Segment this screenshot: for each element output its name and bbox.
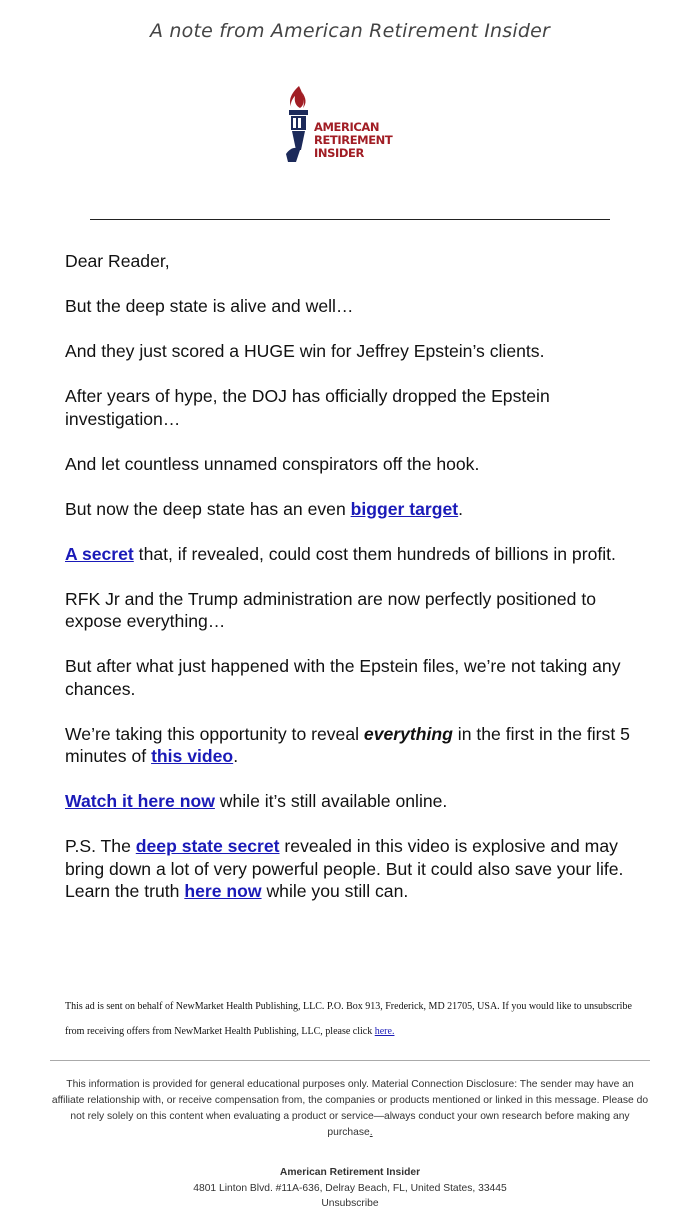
watch-it-here-now-link[interactable]: Watch it here now: [65, 791, 215, 811]
paragraph-8: But after what just happened with the Epstein files, we’re not taking any chances.: [65, 656, 621, 699]
postscript-intro: P.S. The: [65, 836, 136, 856]
greeting: Dear Reader,: [65, 251, 170, 271]
torch-icon: [282, 84, 314, 166]
paragraph-7: RFK Jr and the Trump administration are now perfectly positioned to expose everything…: [65, 588, 596, 631]
paragraph-9-middle: in the first in the first 5 minutes of: [65, 723, 630, 766]
disclaimer-text: This information is provided for general educational purposes only. Material Connection Disclosure: The sender may have an affiliate relationship with, or receive compensation from, the companies or products mentioned or linked in this message. Please do not rely solely on this content when evaluating a product or service—always conduct your own research before making any purchase: [51, 1079, 649, 1138]
paragraph-2: And they just scored a HUGE win for Jeffrey Epstein’s clients.: [65, 341, 545, 361]
emphasis-everything: everything: [363, 723, 453, 744]
paragraph-9-text: We’re taking this opportunity to reveal: [65, 723, 364, 744]
disclaimer: [50, 1077, 650, 1141]
ad-notice: [65, 994, 645, 1044]
header-note: A note from American Retirement Insider: [149, 20, 551, 42]
unsubscribe-link[interactable]: Unsubscribe: [321, 1198, 379, 1209]
logo-line-1: AMERICAN: [314, 120, 380, 134]
logo-line-2: RETIREMENT INSIDER: [314, 133, 393, 160]
paragraph-10: [65, 790, 645, 813]
unsubscribe-here-link[interactable]: here.: [374, 1026, 395, 1037]
paragraph-5-end: .: [458, 498, 464, 519]
brand-logo[interactable]: [282, 84, 422, 166]
paragraph-10-text: while it’s still available online.: [214, 791, 448, 811]
deep-state-secret-link[interactable]: deep state secret: [135, 836, 280, 856]
paragraph-5-text: But now the deep state has an even: [65, 498, 351, 519]
disclaimer-link[interactable]: .: [369, 1127, 373, 1138]
bigger-target-link[interactable]: bigger target: [350, 498, 459, 519]
paragraph-9-end: .: [233, 746, 239, 766]
company-footer: [0, 1165, 700, 1212]
paragraph-6: [65, 543, 645, 566]
company-name: American Retirement Insider: [279, 1167, 421, 1178]
company-address: 4801 Linton Blvd. #11A-636, Delray Beach, FL, United States, 33445: [193, 1182, 507, 1194]
this-video-link[interactable]: this video: [151, 746, 234, 766]
here-now-link[interactable]: here now: [184, 881, 262, 901]
a-secret-link[interactable]: A secret: [65, 543, 134, 564]
ad-notice-text: This ad is sent on behalf of NewMarket Health Publishing, LLC. P.O. Box 913, Frederick, MD 21705, USA. If you would like to unsubscribe from receiving offers from NewMarket Health Publishing, LLC, please click: [65, 1001, 632, 1037]
footer-divider: [50, 1060, 650, 1061]
letter-body: [65, 250, 645, 925]
paragraph-1: But the deep state is alive and well…: [65, 296, 354, 316]
paragraph-3: After years of hype, the DOJ has officially dropped the Epstein investigation…: [65, 386, 550, 429]
header-divider: [90, 219, 610, 220]
postscript-end: while you still can.: [261, 881, 409, 901]
paragraph-6-text: that, if revealed, could cost them hundreds of billions in profit.: [133, 543, 616, 564]
paragraph-5: [65, 498, 645, 521]
logo-wordmark: [314, 121, 422, 160]
paragraph-9: [65, 723, 645, 768]
paragraph-4: And let countless unnamed conspirators off the hook.: [65, 453, 480, 474]
postscript: [65, 835, 645, 903]
postscript-middle: revealed in this video is explosive and may bring down a lot of very powerful people. But it could also save your life. Learn the truth: [65, 836, 624, 901]
